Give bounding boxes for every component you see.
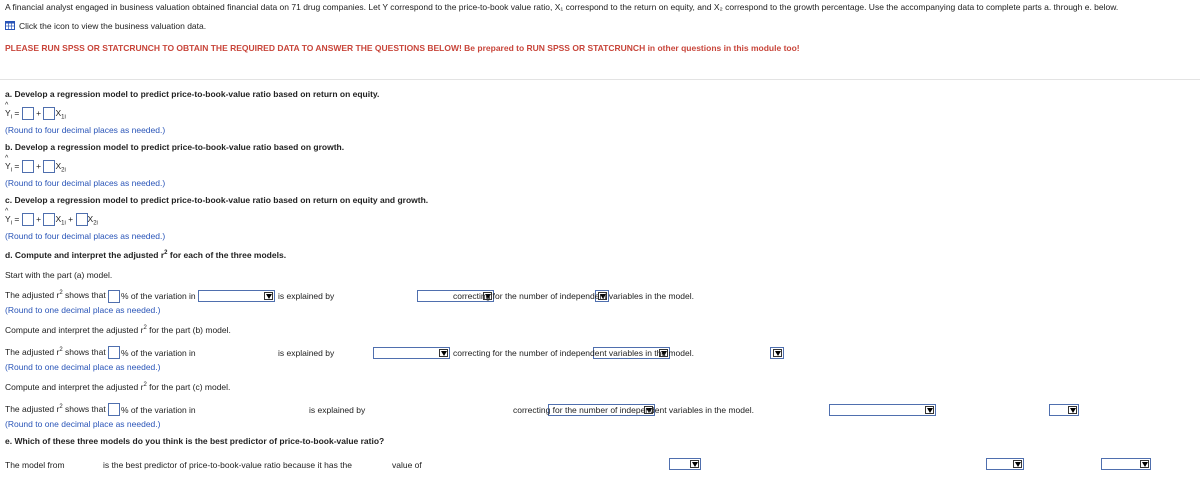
dropdown-arrow-icon: [773, 349, 782, 357]
equation-b: ^ $Y_i$ = + $X_{2i}$: [5, 160, 66, 173]
slope-c2-input[interactable]: [76, 213, 88, 226]
pct-of-label: % of the variation in: [121, 405, 196, 415]
compute-c-prompt: Compute and interpret the adjusted $r^2$ for the part (c) model.: [5, 382, 231, 392]
value-of-label: value of: [392, 460, 422, 470]
equation-c: ^ $Y_i$ = + $X_{1i} + X_{2i}$: [5, 213, 98, 226]
intercept-a-input[interactable]: [22, 107, 34, 120]
part-c-prompt: c. Develop a regression model to predict price-to-book-value ratio based on return on equity and growth.: [5, 195, 429, 205]
data-link-row[interactable]: [5, 20, 206, 31]
round-a: (Round to four decimal places as needed.): [5, 125, 166, 135]
part-d-prompt: d. Compute and interpret the adjusted $r^2$ for each of the three models.: [5, 250, 287, 260]
equation-a: ^ $Y_i$ = + $X_{1i}$: [5, 107, 66, 120]
slope-a-input[interactable]: [43, 107, 55, 120]
correcting-label: correcting for the number of independent variables in the model.: [453, 291, 694, 301]
variation-b-select[interactable]: [373, 347, 450, 359]
dropdown-arrow-icon: [1140, 460, 1149, 468]
dropdown-arrow-icon: [439, 349, 448, 357]
dropdown-arrow-icon: [925, 406, 934, 414]
table-icon[interactable]: [5, 21, 15, 30]
part-e-prompt: e. Which of these three models do you think is the best predictor of price-to-book-value ratio?: [5, 436, 385, 446]
adj-r2-a-input[interactable]: [108, 290, 120, 303]
statistic-select[interactable]: [1101, 458, 1151, 470]
explained-by-label: is explained by: [278, 291, 335, 301]
dropdown-arrow-icon: [1013, 460, 1022, 468]
model-from-label: The model from: [5, 460, 65, 470]
round-c: (Round to four decimal places as needed.): [5, 231, 166, 241]
part-b-prompt: b. Develop a regression model to predict price-to-book-value ratio based on growth.: [5, 142, 345, 152]
dropdown-arrow-icon: [1068, 406, 1077, 414]
round-d2: (Round to one decimal place as needed.): [5, 362, 161, 372]
dropdown-arrow-icon: [264, 292, 273, 300]
adj-r2-b-input[interactable]: [108, 346, 120, 359]
slope-b-input[interactable]: [43, 160, 55, 173]
comparison-select[interactable]: [986, 458, 1024, 470]
explained-c-select[interactable]: [829, 404, 936, 416]
explained-by-label: is explained by: [309, 405, 366, 415]
intercept-b-input[interactable]: [22, 160, 34, 173]
correcting-b-select[interactable]: [770, 347, 784, 359]
pct-of-label: % of the variation in: [121, 291, 196, 301]
warning-text: PLEASE RUN SPSS OR STATCRUNCH TO OBTAIN THE REQUIRED DATA TO ANSWER THE QUESTIONS BELOW! Be prepared to RUN SPSS OR STATCRUNCH in other questions in this module too!: [5, 43, 800, 53]
correcting-label: correcting for the number of independent variables in the model.: [513, 405, 754, 415]
data-link-text: Click the icon to view the business valuation data.: [19, 20, 207, 31]
round-d1: (Round to one decimal place as needed.): [5, 305, 161, 315]
variation-a-select[interactable]: [198, 290, 275, 302]
intercept-c-input[interactable]: [22, 213, 34, 226]
round-d3: (Round to one decimal place as needed.): [5, 419, 161, 429]
compute-b-prompt: Compute and interpret the adjusted $r^2$ for the part (b) model.: [5, 325, 231, 335]
adj-r2-a-sentence: The adjusted $r^2$ shows that: [5, 290, 106, 300]
pct-of-label: % of the variation in: [121, 348, 196, 358]
intro-text: A financial analyst engaged in business valuation obtained financial data on 71 drug companies. Let Y correspond to the price-to-book value ratio, X₁ correspond to the return on equity, and X₂ correspond to the growth percentage. Use the accompanying data to complete parts a. through e. below.: [5, 2, 1119, 12]
best-predictor-label: is the best predictor of price-to-book-value ratio because it has the: [103, 460, 352, 470]
dropdown-arrow-icon: [690, 460, 699, 468]
divider: [0, 79, 1200, 80]
adj-r2-b-sentence: The adjusted $r^2$ shows that: [5, 347, 106, 357]
part-a-prompt: a. Develop a regression model to predict price-to-book-value ratio based on return on equity.: [5, 89, 380, 99]
part-d-start: Start with the part (a) model.: [5, 270, 113, 280]
correcting-c-select[interactable]: [1049, 404, 1079, 416]
adj-r2-c-sentence: The adjusted $r^2$ shows that: [5, 404, 106, 414]
adj-r2-c-input[interactable]: [108, 403, 120, 416]
best-model-select[interactable]: [669, 458, 701, 470]
slope-c1-input[interactable]: [43, 213, 55, 226]
correcting-label: correcting for the number of independent variables in the model.: [453, 348, 694, 358]
explained-by-label: is explained by: [278, 348, 335, 358]
round-b: (Round to four decimal places as needed.): [5, 178, 166, 188]
